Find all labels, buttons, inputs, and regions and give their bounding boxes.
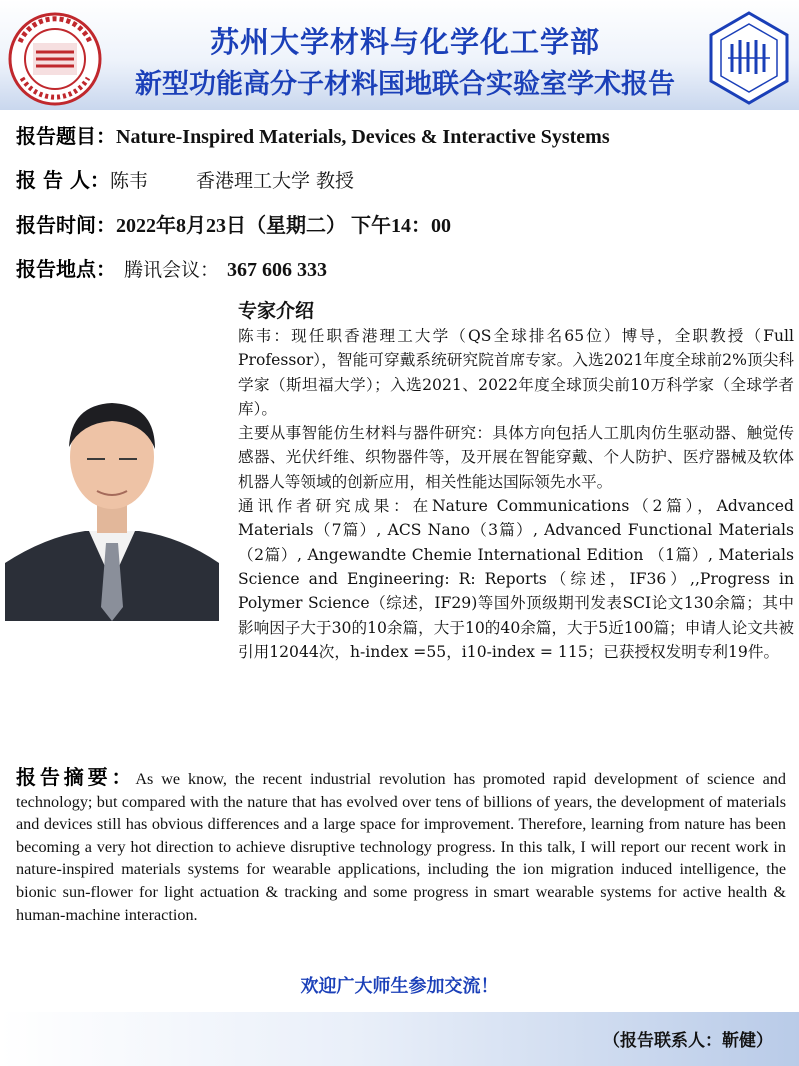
abstract-label: 报告摘要：	[16, 765, 136, 789]
abstract-section	[16, 766, 786, 926]
topic-value: Nature-Inspired Materials, Devices & Interactive Systems	[116, 126, 610, 148]
bio-para2-text: 具体方向包括人工肌肉仿生驱动器、触觉传感器、光伏纤维、织物器件等，及开展在智能穿戴、个人防护、医疗器械及软体机器人等领域的创新应用，相关性能达国际领先水平。	[238, 424, 794, 491]
place-prefix: 腾讯会议：	[124, 259, 220, 281]
speaker-label: 报 告 人：	[16, 168, 110, 192]
header-title-line2: 新型功能高分子材料国地联合实验室学术报告	[135, 69, 675, 100]
speaker-name: 陈韦	[109, 170, 148, 192]
bio-para1-text: 现任职香港理工大学（QS全球排名65位）博导，全职教授（Full Professor），智能可穿戴系统研究院首席专家。入选2021年度全球前2%顶尖科学家（斯坦福大学）；入选2021、2022年度全球顶尖前10万科学家（全球学者库）。	[238, 327, 794, 418]
time-value: 2022年8月23日（星期二） 下午14：00	[116, 215, 451, 237]
bio-para1-lead: 陈韦：	[238, 327, 292, 345]
abstract-text: As we know, the recent industrial revolution has promoted rapid development of science and technology; but compared with the nature that has evolved over tens of billions of years, the development of materials and devices still has obvious differences and a large space for improvement. Therefore, learning from nature has been becoming a very hot direction to achieve disruptive technology progress. In this talk, I will report our recent work in nature-inspired materials systems for wearable applications, including the ion migration induced intelligence, the bionic sun-flower for light actuation & tracking and some progress in smart wearable systems for active health & human-machine interaction.	[16, 770, 786, 924]
topic-row	[16, 120, 610, 149]
time-row	[16, 209, 451, 238]
bio-para3-text: 在Nature Communications（2篇），Advanced Materials（7篇）, ACS Nano（3篇）, Advanced Functional Materials （2篇）, Angewandte Chemie International Edition （1篇）, Materials Science and Engineering: R: Reports（综述，IF36）,,Progress in Polymer Science（综述，IF29)等国外顶级期刊发表SCI论文130余篇；其中影响因子大于30的10余篇，大于10的40余篇，大于5近100篇；申请人论文共被引用12044次，h-index =55，i10-index = 115；已获授权发明专利19件。	[238, 497, 794, 661]
contact-person: （报告联系人：靳健）	[603, 1031, 773, 1051]
welcome-message: 欢迎广大师生参加交流！	[300, 976, 499, 997]
speaker-portrait-icon	[5, 367, 219, 621]
header-title-line1: 苏州大学材料与化学化工学部	[209, 25, 600, 59]
bio-section	[238, 298, 794, 664]
bio-para3-lead: 通讯作者研究成果：	[238, 497, 413, 516]
place-value: 367 606 333	[227, 259, 328, 281]
speaker-row	[16, 164, 354, 193]
place-row	[16, 253, 327, 282]
bio-title: 专家介绍	[238, 300, 315, 322]
place-label: 报告地点：	[16, 257, 116, 281]
header-banner	[0, 0, 799, 110]
bio-paragraph-3	[238, 494, 794, 664]
bio-paragraph-2	[238, 421, 794, 494]
topic-label: 报告题目：	[16, 124, 116, 148]
speaker-affiliation: 香港理工大学 教授	[195, 170, 354, 192]
soochow-university-seal-icon	[8, 12, 102, 106]
bio-paragraph-1	[238, 324, 794, 421]
bio-para2-lead: 主要从事智能仿生材料与器件研究：	[238, 424, 493, 443]
time-label: 报告时间：	[16, 213, 116, 237]
polymer-lab-logo-icon	[706, 10, 792, 106]
